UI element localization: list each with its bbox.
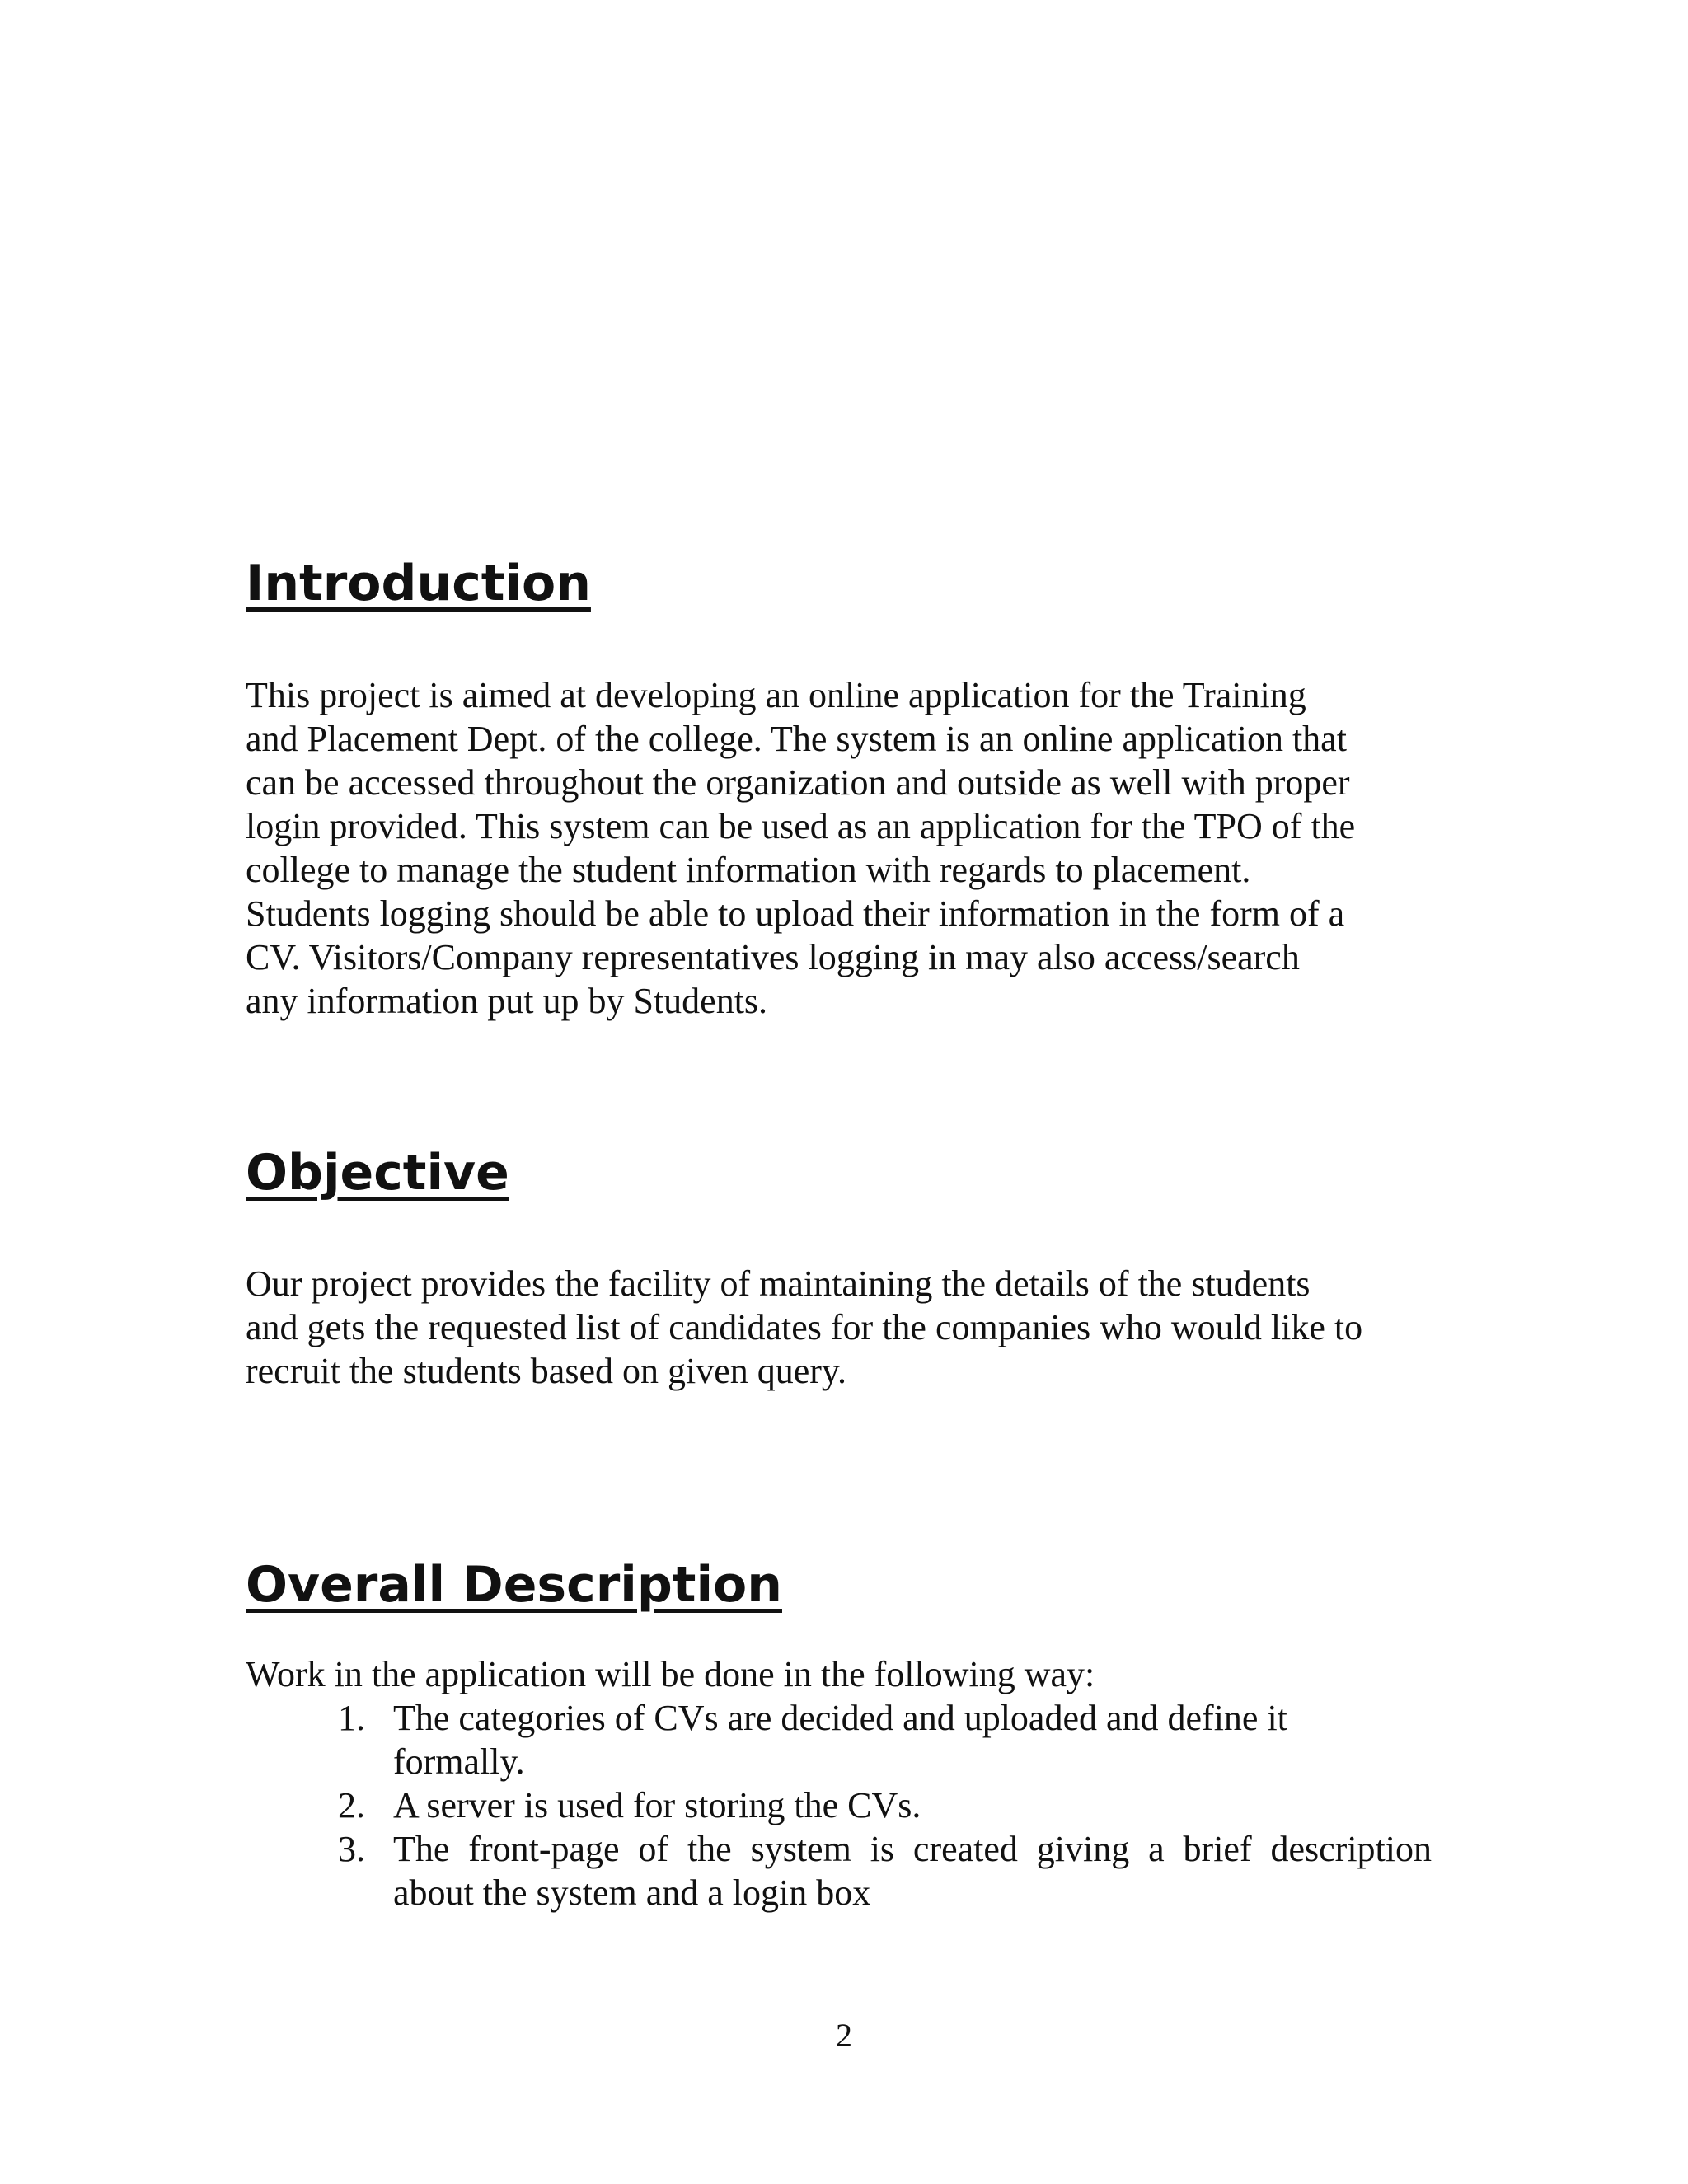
- paragraph-line: CV. Visitors/Company representatives logging in may also access/search: [246, 937, 1300, 977]
- paragraph-line: any information put up by Students.: [246, 981, 768, 1021]
- paragraph-line: college to manage the student information with regards to placement.: [246, 850, 1251, 890]
- paragraph-line: can be accessed throughout the organization and outside as well with proper: [246, 762, 1350, 803]
- overall-description-heading: Overall Description: [246, 1556, 782, 1614]
- list-item-number: 1.: [338, 1698, 365, 1738]
- list-item-text: formally.: [393, 1741, 525, 1782]
- paragraph-line: login provided. This system can be used as an application for the TPO of the: [246, 806, 1356, 846]
- list-item-number: 2.: [338, 1785, 365, 1825]
- paragraph-line: Students logging should be able to upload their information in the form of a: [246, 893, 1345, 934]
- page-number: 2: [836, 2017, 852, 2054]
- list-item-text: about the system and a login box: [393, 1872, 871, 1913]
- paragraph-line: Our project provides the facility of maintaining the details of the students: [246, 1263, 1311, 1304]
- list-item-text: The front-page of the system is created giving a brief description: [393, 1829, 1432, 1869]
- paragraph-line: and gets the requested list of candidates for the companies who would like to: [246, 1307, 1363, 1347]
- paragraph-line: This project is aimed at developing an online application for the Training: [246, 675, 1306, 715]
- list-item-text: A server is used for storing the CVs.: [393, 1785, 921, 1825]
- list-item-text: The categories of CVs are decided and uploaded and define it: [393, 1698, 1287, 1738]
- overall-description-intro: Work in the application will be done in the following way:: [246, 1654, 1095, 1694]
- paragraph-line: and Placement Dept. of the college. The system is an online application that: [246, 719, 1347, 759]
- objective-heading: Objective: [246, 1144, 509, 1202]
- list-item-number: 3.: [338, 1829, 365, 1869]
- paragraph-line: recruit the students based on given query.: [246, 1351, 847, 1391]
- introduction-heading: Introduction: [246, 555, 591, 612]
